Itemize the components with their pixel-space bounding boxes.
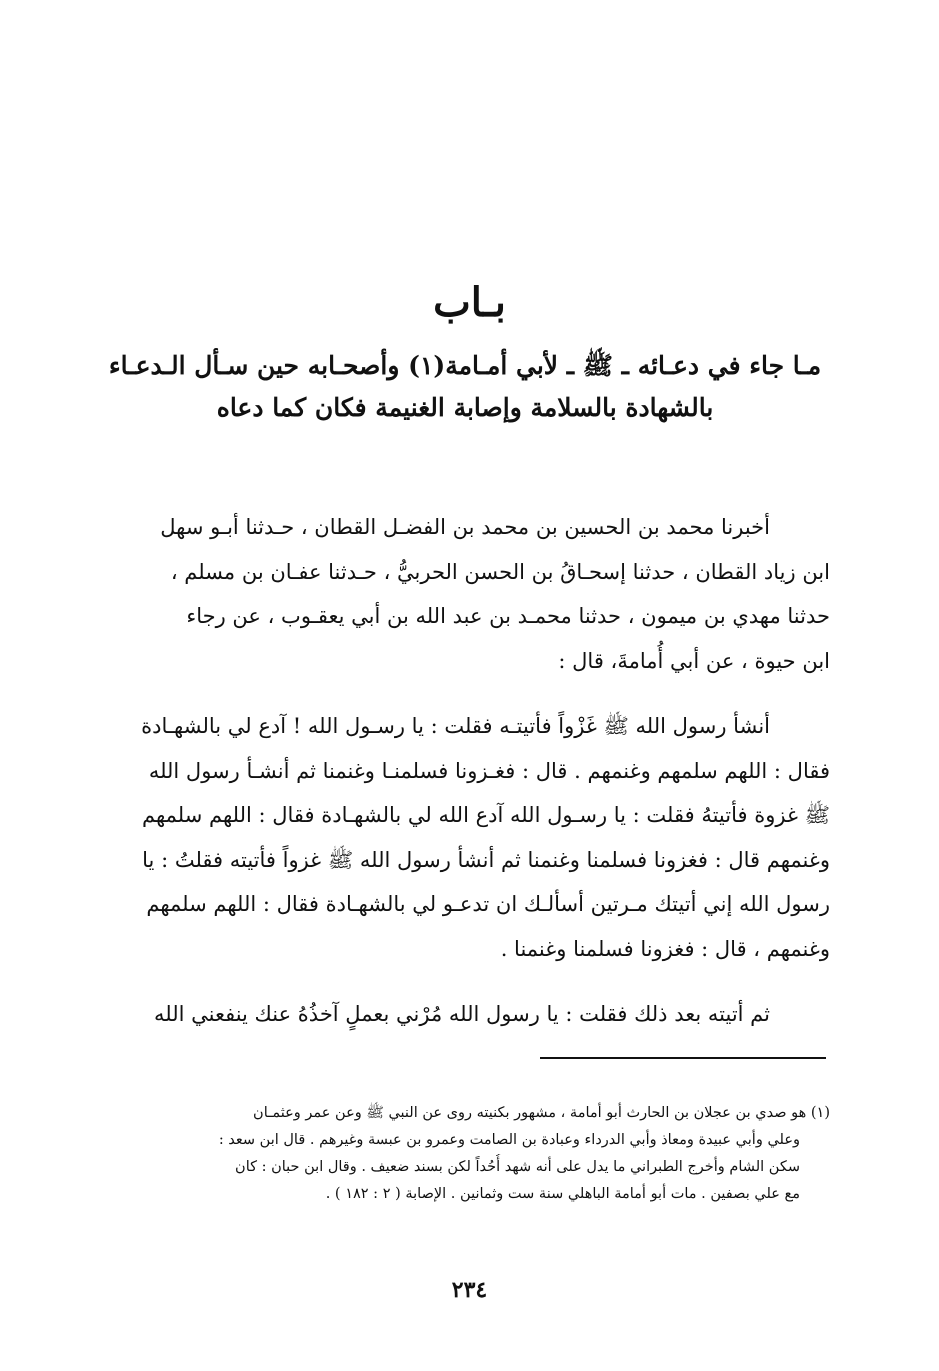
text-line: فقال : اللهم سلمهم وغنمهم . قال : فغـزونا فسلمنـا وغنمنا ثم أنشـأ رسول الله — [148, 758, 830, 783]
text-line: وغنمهم قال : فغزونا فسلمنا وغنمنا ثم أنشأ رسول الله ﷺ غزواً فأتيته فقلتُ : يا — [142, 847, 830, 872]
footnote-line: (١) هو صدي بن عجلان بن الحارث أبو أمامة ، مشهور بكنيته روى عن النبي ﷺ وعن عمر وعثمـان — [253, 1105, 830, 1121]
text-line: ابن زياد القطان ، حدثنا إسحـاقُ بن الحسن الحربيُّ ، حـدثنا عفـان بن مسلم ، — [170, 559, 830, 584]
chapter-title-line: بالشهادة بالسلامة وإصابة الغنيمة فكان كما دعاه — [216, 393, 714, 422]
text-line: رسول الله إني أتيتك مـرتين أسألـك ان تدعـو لي بالشهـادة فقال : اللهم سلمهم — [146, 892, 830, 916]
isnad-paragraph — [95, 505, 830, 683]
footnote-line: وعلي وأبي عبيدة ومعاذ وأبي الدرداء وعبادة بن الصامت وعمرو بن عبسة وغيرهم . قال ابن سعد : — [218, 1132, 800, 1148]
text-line: حدثنا مهدي بن ميمون ، حدثنا محمـد بن عبد الله بن أبي يعقـوب ، عن رجاء — [186, 604, 830, 628]
text-line: ﷺ غزوة فأتيتهُ فقلت : يا رسـول الله آدع الله لي بالشهـادة فقال : اللهم سلمهم — [141, 803, 830, 827]
chapter-title — [90, 345, 840, 429]
footnote — [95, 1100, 830, 1208]
text-line: أنشأ رسول الله ﷺ غَزْواً فأتيتـه فقلت : يا رسـول الله ! آدع لي بالشهـادة — [141, 714, 770, 738]
page-number: ٢٣٤ — [451, 1277, 488, 1303]
footnote-divider — [540, 1057, 826, 1059]
footnote-line: سكن الشام وأخرج الطبراني ما يدل على أنه شهد أُحُداً لكن بسند ضعيف . وقال ابن حبان : كان — [235, 1159, 800, 1175]
text-line: وغنمهم ، قال : فغزونا فسلمنا وغنمنا . — [500, 936, 830, 961]
text-line: ابن حيوة ، عن أبي أُمامةَ، قال : — [558, 648, 830, 673]
text-line: أخبرنا محمد بن الحسين بن محمد بن الفضـل القطان ، حـدثنا أبـو سهل — [160, 515, 770, 539]
chapter-heading: بـاب — [433, 279, 506, 326]
footnote-line: مع علي بصفين . مات أبو أمامة الباهلي سنة ست وثمانين . الإصابة ( ٢ : ١٨٢ ) . — [325, 1186, 800, 1202]
continuation-paragraph — [95, 992, 830, 1037]
hadith-paragraph — [95, 704, 830, 971]
text-line: ثم أتيته بعد ذلك فقلت : يا رسول الله مُرْني بعملٍ آخذُهُ عنك ينفعني الله — [153, 1002, 770, 1026]
chapter-title-line: مـا جاء في دعـائه ـ ﷺ ـ لأبي أمـامة(١) وأصحـابه حين سـأل الـدعـاء — [108, 351, 822, 380]
